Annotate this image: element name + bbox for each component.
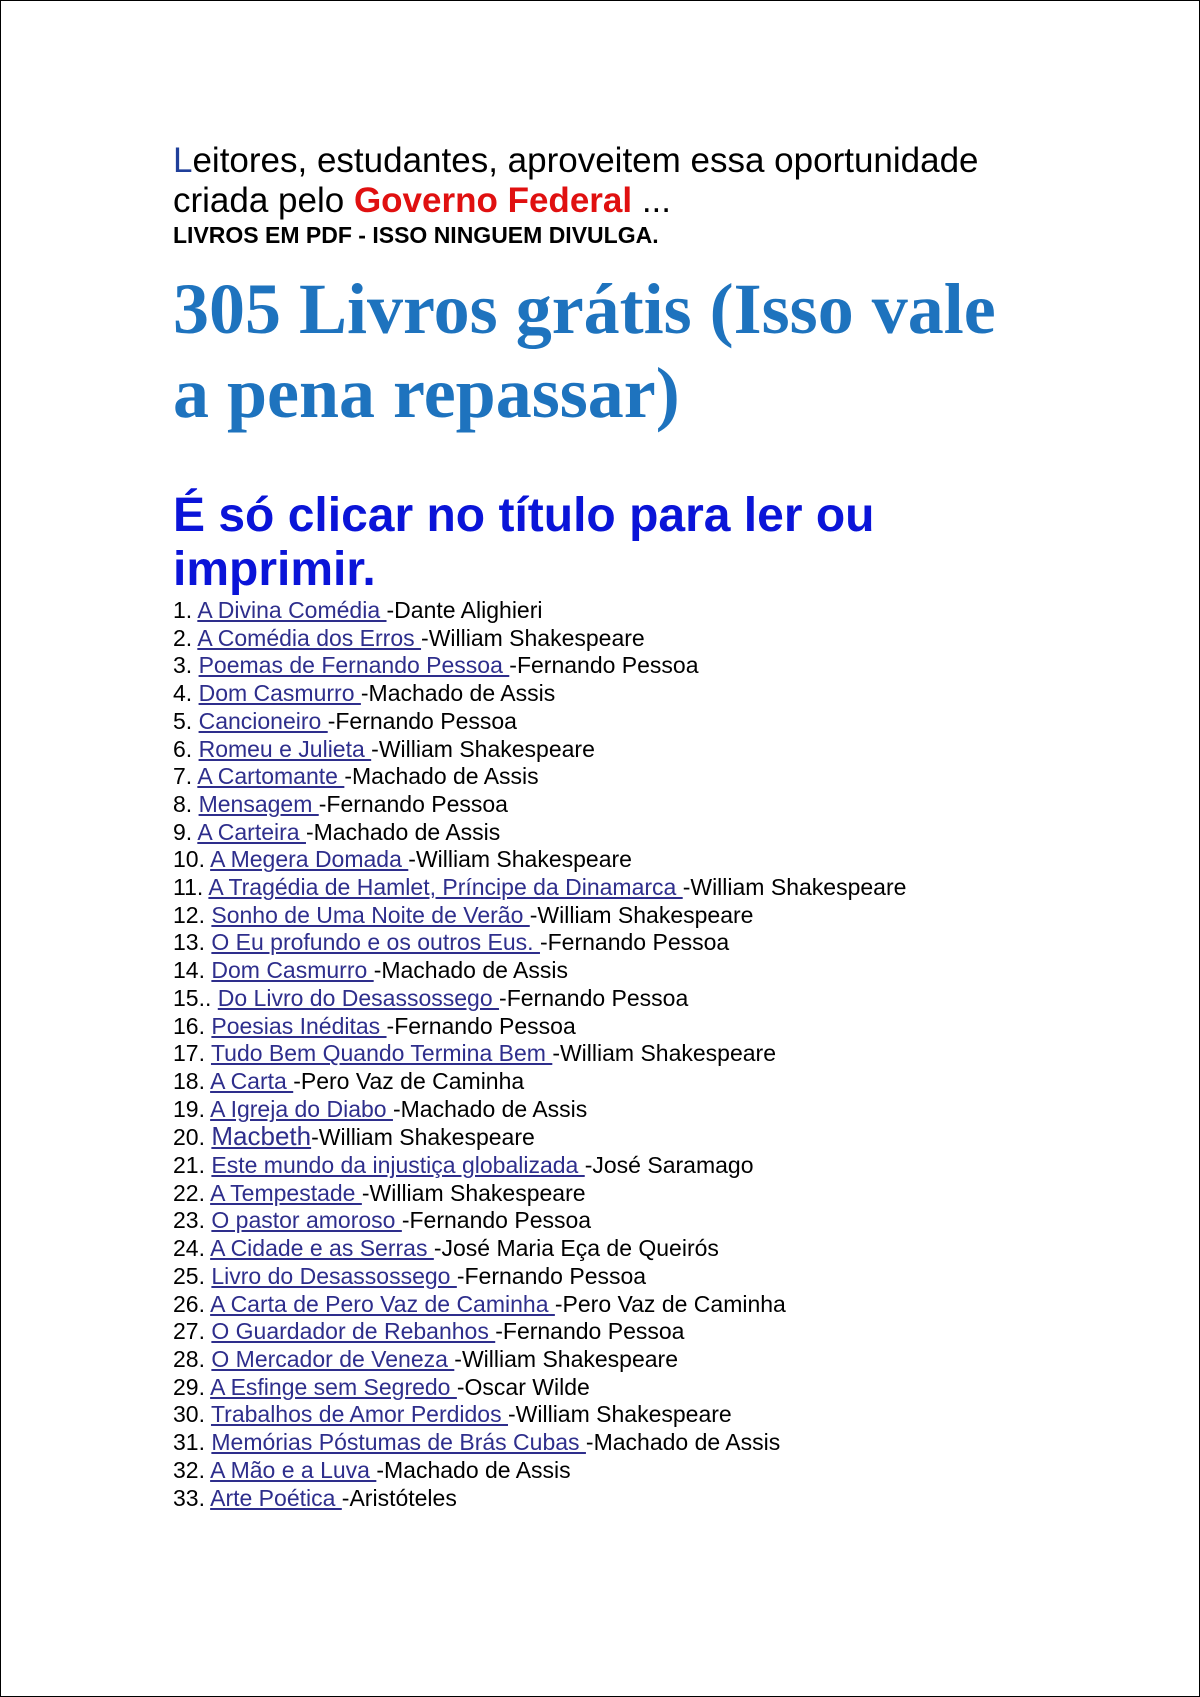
book-author: -William Shakespeare: [552, 1040, 777, 1067]
book-title-link[interactable]: Romeu e Julieta: [198, 735, 372, 762]
book-author: -Machado de Assis: [344, 763, 539, 790]
book-author: -José Maria Eça de Queirós: [433, 1235, 719, 1262]
book-item: [173, 1068, 1073, 1096]
book-number: 7.: [173, 763, 193, 790]
page-title: [173, 267, 1073, 435]
book-title-link[interactable]: Livro do Desassossego: [211, 1262, 457, 1289]
book-title-link[interactable]: A Tempestade: [210, 1179, 362, 1206]
intro-first-letter: L: [173, 141, 193, 180]
book-number: 10.: [173, 846, 205, 873]
book-number: 24.: [173, 1235, 205, 1262]
book-item: [173, 1374, 1073, 1402]
book-number: 21.: [173, 1152, 205, 1179]
intro-line-2-suffix: ...: [632, 181, 671, 220]
book-author: -William Shakespeare: [454, 1345, 678, 1372]
book-number: 15..: [173, 984, 212, 1011]
book-item: [173, 1235, 1073, 1263]
book-title-link[interactable]: A Megera Domada: [210, 846, 409, 873]
book-title-link[interactable]: A Carteira: [197, 818, 306, 845]
book-item: [173, 1207, 1073, 1235]
book-author: -Fernando Pessoa: [386, 1012, 576, 1039]
book-title-link[interactable]: Macbeth: [211, 1121, 312, 1152]
book-title-link[interactable]: A Carta: [210, 1067, 294, 1094]
book-item: [173, 1429, 1073, 1457]
book-title-link[interactable]: Do Livro do Desassossego: [217, 984, 500, 1011]
book-author: -Pero Vaz de Caminha: [554, 1290, 786, 1317]
book-item: [173, 625, 1073, 653]
book-item: [173, 652, 1073, 680]
book-title-link[interactable]: A Mão e a Luva: [210, 1456, 377, 1483]
book-item: [173, 1013, 1073, 1041]
book-number: 4.: [173, 680, 193, 707]
book-author: -William Shakespeare: [508, 1401, 732, 1428]
book-number: 25.: [173, 1262, 205, 1289]
book-author: -Machado de Assis: [373, 957, 569, 984]
book-item: [173, 763, 1073, 791]
book-number: 12.: [173, 901, 205, 928]
book-item: [173, 985, 1073, 1013]
book-author: -William Shakespeare: [311, 1124, 535, 1151]
book-author: -Machado de Assis: [376, 1456, 571, 1483]
book-author: -William Shakespeare: [682, 874, 907, 901]
book-item: [173, 1401, 1073, 1429]
book-author: -William Shakespeare: [371, 735, 595, 762]
book-item: [173, 929, 1073, 957]
book-item: [173, 597, 1073, 625]
book-item: [173, 1040, 1073, 1068]
instruction-heading: [173, 489, 1073, 597]
book-title-link[interactable]: Cancioneiro: [198, 707, 328, 734]
book-number: 31.: [173, 1429, 205, 1456]
page-title-line-2: a pena repassar): [173, 353, 680, 433]
book-author: -Fernando Pessoa: [509, 652, 699, 679]
book-item: [173, 1096, 1073, 1124]
instruction-heading-line-2: imprimir.: [173, 543, 376, 596]
book-title-link[interactable]: Arte Poética: [210, 1484, 342, 1511]
book-title-link[interactable]: A Igreja do Diabo: [210, 1095, 393, 1122]
book-number: 3.: [173, 652, 193, 679]
book-number: 5.: [173, 707, 193, 734]
book-author: -Fernando Pessoa: [499, 984, 689, 1011]
book-number: 17.: [173, 1040, 205, 1067]
book-author: -Machado de Assis: [305, 818, 501, 845]
book-author: -Machado de Assis: [585, 1429, 781, 1456]
book-author: -Aristóteles: [341, 1484, 457, 1511]
book-author: -Machado de Assis: [392, 1095, 588, 1122]
book-author: -Fernando Pessoa: [495, 1318, 685, 1345]
page-title-line-1: 305 Livros grátis (Isso vale: [173, 269, 996, 349]
instruction-heading-line-1: É só clicar no título para ler ou: [173, 489, 875, 542]
book-item: [173, 874, 1073, 902]
book-number: 14.: [173, 957, 205, 984]
book-number: 8.: [173, 790, 193, 817]
book-item: [173, 819, 1073, 847]
book-author: -William Shakespeare: [421, 624, 645, 651]
caps-notice: LIVROS EM PDF - ISSO NINGUEM DIVULGA.: [173, 222, 659, 248]
book-author: -Fernando Pessoa: [456, 1262, 647, 1289]
book-title-link[interactable]: O Guardador de Rebanhos: [211, 1318, 496, 1345]
book-title-link[interactable]: O Eu profundo e os outros Eus.: [211, 929, 540, 956]
book-number: 6.: [173, 735, 193, 762]
book-item: [173, 957, 1073, 985]
book-number: 2.: [173, 624, 193, 651]
book-number: 28.: [173, 1345, 205, 1372]
book-author: -José Saramago: [584, 1152, 754, 1179]
book-number: 9.: [173, 818, 193, 845]
book-item: [173, 680, 1073, 708]
book-title-link[interactable]: A Divina Comédia: [197, 597, 387, 623]
book-title-link[interactable]: Dom Casmurro: [211, 957, 374, 984]
book-number: 23.: [173, 1207, 205, 1234]
book-number: 20.: [173, 1124, 205, 1151]
book-item: [173, 736, 1073, 764]
book-number: 32.: [173, 1456, 205, 1483]
book-title-link[interactable]: Poemas de Fernando Pessoa: [198, 652, 510, 679]
book-item: [173, 1457, 1073, 1485]
book-author: -Fernando Pessoa: [327, 707, 517, 734]
book-title-link[interactable]: O Mercador de Veneza: [211, 1345, 455, 1372]
book-item: [173, 708, 1073, 736]
book-number: 29.: [173, 1373, 205, 1400]
book-item: [173, 1291, 1073, 1319]
book-author: -William Shakespeare: [361, 1179, 586, 1206]
intro-line-1-text: eitores, estudantes, aproveitem essa oportunidade: [192, 141, 979, 180]
book-title-link[interactable]: A Cartomante: [197, 763, 345, 790]
book-author: -Pero Vaz de Caminha: [293, 1067, 525, 1094]
book-number: 22.: [173, 1179, 205, 1206]
book-title-link[interactable]: Trabalhos de Amor Perdidos: [210, 1401, 508, 1428]
book-list: [173, 597, 1073, 1512]
book-number: 19.: [173, 1095, 205, 1122]
book-number: 16.: [173, 1012, 205, 1039]
book-item: [173, 791, 1073, 819]
intro-line-2: [173, 181, 1073, 221]
book-number: 1.: [173, 597, 193, 623]
book-author: -Dante Alighieri: [386, 597, 543, 623]
book-item: [173, 902, 1073, 930]
book-title-link[interactable]: O pastor amoroso: [211, 1207, 402, 1234]
book-title-link[interactable]: A Comédia dos Erros: [197, 624, 422, 651]
book-item: [173, 1152, 1073, 1180]
intro-line-2-prefix: criada pelo: [173, 181, 354, 220]
book-author: -Fernando Pessoa: [401, 1207, 592, 1234]
book-author: -Fernando Pessoa: [539, 929, 730, 956]
book-title-link[interactable]: Este mundo da injustiça globalizada: [211, 1152, 585, 1179]
book-author: -Oscar Wilde: [456, 1373, 590, 1400]
book-number: 26.: [173, 1290, 205, 1317]
book-item: [173, 846, 1073, 874]
page-content: [173, 141, 1073, 1512]
book-title-link[interactable]: A Carta de Pero Vaz de Caminha: [210, 1290, 555, 1317]
book-title-link[interactable]: Poesias Inéditas: [211, 1012, 387, 1039]
book-title-link[interactable]: Memórias Póstumas de Brás Cubas: [211, 1429, 586, 1456]
book-author: -William Shakespeare: [529, 901, 754, 928]
book-title-link[interactable]: Tudo Bem Quando Termina Bem: [210, 1040, 553, 1067]
book-item: [173, 1263, 1073, 1291]
book-author: -Machado de Assis: [360, 680, 556, 707]
book-title-link[interactable]: Sonho de Uma Noite de Verão: [211, 901, 530, 928]
book-item: [173, 1485, 1073, 1513]
book-number: 27.: [173, 1318, 205, 1345]
intro-line-1: [173, 141, 1073, 181]
book-item: [173, 1180, 1073, 1208]
book-number: 30.: [173, 1401, 205, 1428]
book-number: 33.: [173, 1484, 205, 1511]
book-title-link[interactable]: Mensagem: [198, 790, 319, 817]
book-title-link[interactable]: Dom Casmurro: [198, 680, 361, 707]
book-title-link[interactable]: A Tragédia de Hamlet, Príncipe da Dinamarca: [208, 874, 683, 901]
book-author: -William Shakespeare: [408, 846, 632, 873]
book-title-link[interactable]: A Esfinge sem Segredo: [210, 1373, 457, 1400]
book-author: -Fernando Pessoa: [318, 790, 508, 817]
book-number: 11.: [173, 874, 204, 901]
book-title-link[interactable]: A Cidade e as Serras: [210, 1235, 434, 1262]
book-number: 13.: [173, 929, 205, 956]
book-item: [173, 1346, 1073, 1374]
book-number: 18.: [173, 1067, 205, 1094]
book-item: [173, 1318, 1073, 1346]
book-item: [173, 1123, 1073, 1152]
government-highlight: Governo Federal: [353, 181, 633, 220]
